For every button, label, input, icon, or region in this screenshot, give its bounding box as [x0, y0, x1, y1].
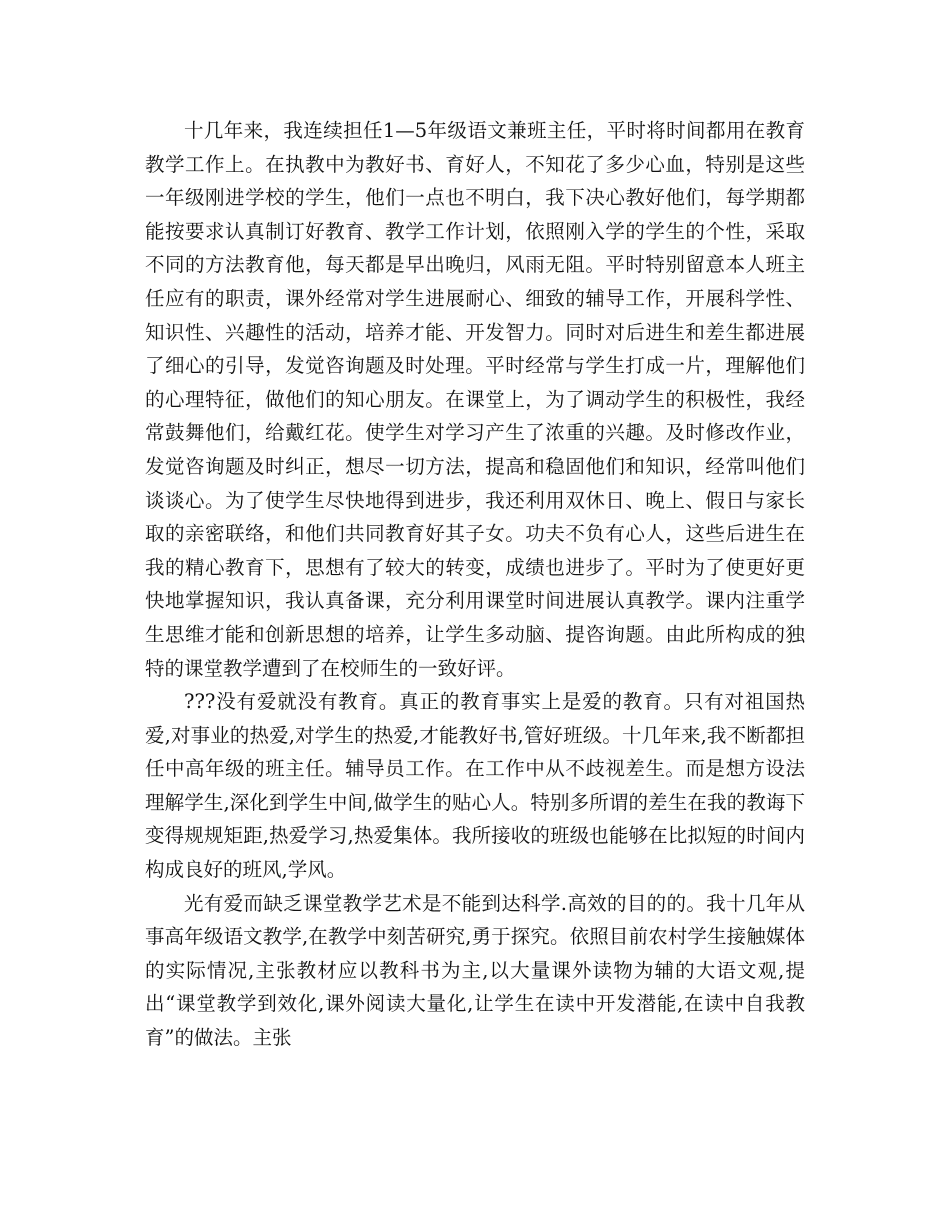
paragraph-2: ???没有爱就没有教育。真正的教育事实上是爱的教育。只有对祖国热爱,对事业的热爱,对学生的热爱,才能教好书,管好班级。十几年来,我不断都担任中高年级的班主任。辅导员工作。在工作中从不歧视差生。而是想方设法理解学生,深化到学生中间,做学生的贴心人。特别多所谓的差生在我的教诲下变得规规矩距,热爱学习,热爱集体。我所接收的班级也能够在比拟短的时间内构成良好的班风,学风。: [145, 690, 805, 882]
paragraph-1: 十几年来，我连续担任1—5年级语文兼班主任，平时将时间都用在教育教学工作上。在执教中为教好书、育好人，不知花了多少心血，特别是这些一年级刚进学校的学生，他们一点也不明白，我下决心教好他们，每学期都能按要求认真制订好教育、教学工作计划，依照刚入学的学生的个性，采取不同的方法教育他，每天都是早出晚归，风雨无阻。平时特别留意本人班主任应有的职责，课外经常对学生进展耐心、细致的辅导工作，开展科学性、知识性、兴趣性的活动，培养才能、开发智力。同时对后进生和差生都进展了细心的引导，发觉咨询题及时处理。平时经常与学生打成一片，理解他们的心理特征，做他们的知心朋友。在课堂上，为了调动学生的积极性，我经常鼓舞他们，给戴红花。使学生对学习产生了浓重的兴趣。及时修改作业，发觉咨询题及时纠正，想尽一切方法，提高和稳固他们和知识，经常叫他们谈谈心。为了使学生尽快地得到进步，我还利用双休日、晚上、假日与家长取的亲密联络，和他们共同教育好其子女。功夫不负有心人，这些后进生在我的精心教育下，思想有了较大的转变，成绩也进步了。平时为了使更好更快地掌握知识，我认真备课，充分利用课堂时间进展认真教学。课内注重学生思维才能和创新思想的培养，让学生多动脑、提咨询题。由此所构成的独特的课堂教学遭到了在校师生的一致好评。: [145, 119, 805, 680]
document-body: [145, 114, 805, 1055]
paragraph-3: 光有爱而缺乏课堂教学艺术是不能到达科学.高效的目的的。我十几年从事高年级语文教学,在教学中刻苦研究,勇于探究。依照目前农村学生接触媒体的实际情况,主张教材应以教科书为主,以大量课外读物为辅的大语文观,提出“课堂教学到效化,课外阅读大量化,让学生在读中开发潜能,在读中自我教育”的做法。主张: [145, 891, 805, 1050]
